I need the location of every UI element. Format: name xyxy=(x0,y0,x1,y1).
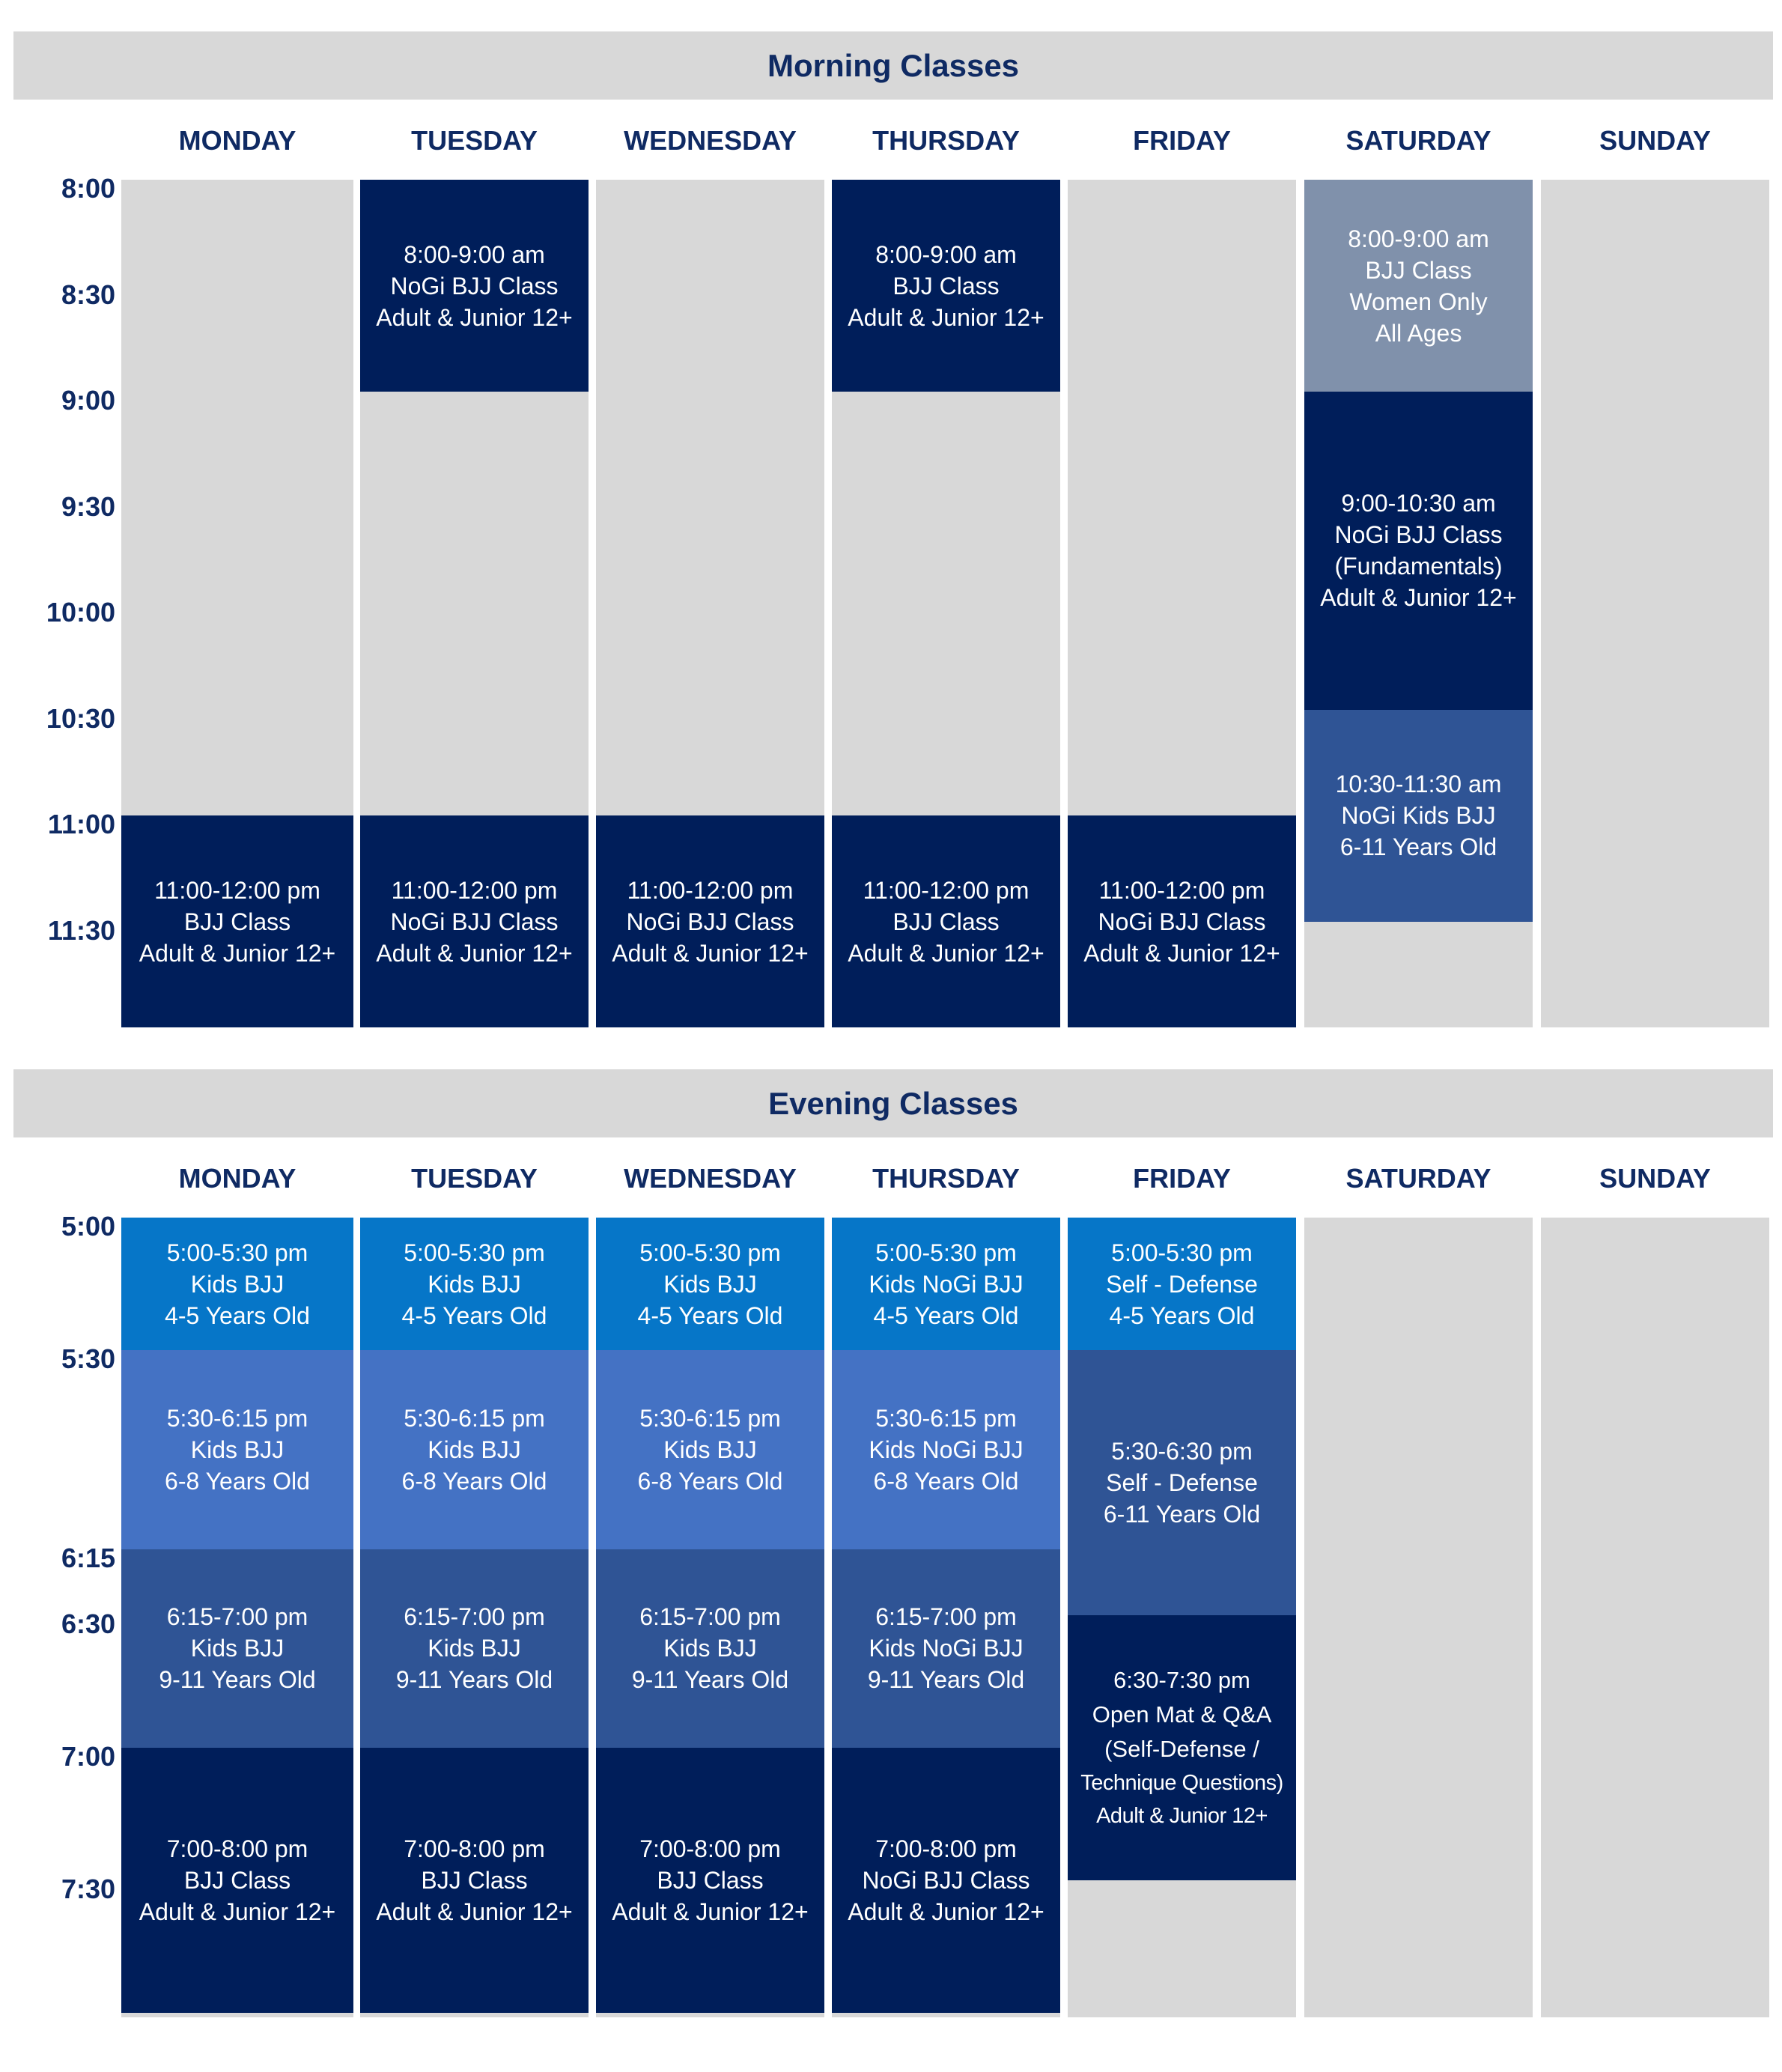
time-label: 9:30 xyxy=(61,490,115,522)
class-details xyxy=(638,1403,783,1497)
class-time: 7:00-8:00 pm xyxy=(166,1835,308,1862)
class-detail-line: BJJ Class xyxy=(183,1867,291,1894)
class-detail-line: Adult & Junior 12+ xyxy=(139,1898,336,1925)
class-time: 6:15-7:00 pm xyxy=(404,1603,545,1631)
day-header-wednesday: WEDNESDAY xyxy=(624,1163,797,1194)
time-label: 7:30 xyxy=(61,1874,115,1904)
class-detail-line: NoGi BJJ Class xyxy=(1334,521,1503,549)
class-details xyxy=(165,1403,310,1497)
class-detail-line: Kids BJJ xyxy=(428,1270,521,1298)
time-label: 5:00 xyxy=(61,1211,115,1242)
class-block xyxy=(1068,1350,1296,1615)
section-title-evening: Evening Classes xyxy=(13,1069,1773,1137)
class-detail-line: NoGi BJJ Class xyxy=(390,908,559,935)
class-time: 7:00-8:00 pm xyxy=(875,1835,1017,1862)
day-column-sunday xyxy=(1541,180,1769,1027)
class-time: 5:30-6:15 pm xyxy=(404,1404,545,1432)
class-detail-line: Self - Defense xyxy=(1106,1469,1258,1496)
class-time: 5:30-6:30 pm xyxy=(1111,1438,1253,1465)
class-time: 10:30-11:30 am xyxy=(1335,771,1502,797)
class-detail-line: Self - Defense xyxy=(1106,1270,1258,1298)
class-time: 6:30-7:30 pm xyxy=(1113,1667,1250,1693)
class-block xyxy=(1304,392,1533,710)
class-detail-line: Kids NoGi BJJ xyxy=(869,1635,1024,1662)
class-detail-line: 4-5 Years Old xyxy=(401,1301,547,1329)
day-column-saturday xyxy=(1304,1218,1533,2017)
day-header-friday: FRIDAY xyxy=(1133,125,1231,156)
class-detail-line: Adult & Junior 12+ xyxy=(1083,939,1280,967)
class-time: 5:00-5:30 pm xyxy=(875,1239,1017,1266)
class-detail-line: Kids BJJ xyxy=(663,1435,757,1463)
class-block xyxy=(596,1549,824,1749)
class-block xyxy=(360,815,589,1027)
class-time: 6:15-7:00 pm xyxy=(639,1603,781,1631)
class-detail-line: Adult & Junior 12+ xyxy=(612,1898,809,1925)
class-details xyxy=(139,875,335,969)
day-header-tuesday: TUESDAY xyxy=(411,1163,538,1194)
class-detail-line: BJJ Class xyxy=(657,1867,764,1894)
time-label: 11:00 xyxy=(47,809,115,839)
class-details xyxy=(638,1237,783,1331)
class-detail-line: Kids NoGi BJJ xyxy=(869,1270,1024,1298)
class-detail-line: Kids BJJ xyxy=(190,1635,285,1662)
class-time: 9:00-10:30 am xyxy=(1341,490,1496,517)
time-label: 8:30 xyxy=(61,279,115,310)
class-detail-line: NoGi BJJ Class xyxy=(390,272,559,300)
class-time: 5:30-6:15 pm xyxy=(875,1404,1017,1432)
class-time: 5:00-5:30 pm xyxy=(639,1239,781,1266)
day-header-monday: MONDAY xyxy=(178,125,297,156)
class-detail-line: Technique Questions) xyxy=(1080,1771,1283,1795)
class-detail-line: Adult & Junior 12+ xyxy=(376,303,573,331)
class-detail-line: Adult & Junior 12+ xyxy=(376,939,573,967)
class-details xyxy=(159,1601,315,1695)
class-details xyxy=(402,1403,547,1497)
class-time: 5:00-5:30 pm xyxy=(166,1239,308,1266)
class-detail-line: Adult & Junior 12+ xyxy=(139,939,336,967)
class-detail-line: 6-8 Years Old xyxy=(873,1467,1019,1495)
day-header-wednesday: WEDNESDAY xyxy=(624,125,797,156)
time-label: 7:00 xyxy=(61,1741,115,1772)
class-block xyxy=(360,1350,589,1549)
class-detail-line: 9-11 Years Old xyxy=(631,1666,789,1694)
class-detail-line: 4-5 Years Old xyxy=(873,1301,1019,1329)
day-column-sunday xyxy=(1541,1218,1769,2017)
class-details xyxy=(396,1601,553,1695)
day-header-tuesday: TUESDAY xyxy=(411,125,538,156)
class-details xyxy=(869,1403,1023,1497)
class-block xyxy=(121,1350,353,1549)
class-time: 7:00-8:00 pm xyxy=(404,1835,545,1862)
class-details xyxy=(848,875,1044,969)
day-header-saturday: SATURDAY xyxy=(1345,1163,1491,1194)
day-header-monday: MONDAY xyxy=(178,1163,297,1194)
class-block xyxy=(832,1350,1060,1549)
day-header-sunday: SUNDAY xyxy=(1599,125,1711,156)
class-detail-line: Kids NoGi BJJ xyxy=(869,1435,1024,1463)
class-detail-line: Adult & Junior 12+ xyxy=(1320,584,1517,612)
day-header-saturday: SATURDAY xyxy=(1345,125,1491,156)
time-label: 6:15 xyxy=(61,1542,115,1573)
class-detail-line: NoGi Kids BJJ xyxy=(1341,802,1496,829)
class-details xyxy=(868,1601,1024,1695)
class-detail-line: 6-8 Years Old xyxy=(165,1467,310,1495)
class-detail-line: 6-11 Years Old xyxy=(1103,1501,1261,1528)
time-label: 11:30 xyxy=(47,914,115,946)
class-block xyxy=(1068,1615,1296,1880)
day-header-thursday: THURSDAY xyxy=(872,125,1020,156)
class-detail-line: BJJ Class xyxy=(892,272,1000,300)
class-block xyxy=(832,1549,1060,1749)
class-block xyxy=(360,1218,589,1350)
class-time: 11:00-12:00 pm xyxy=(154,876,320,904)
class-detail-line: Kids BJJ xyxy=(663,1635,757,1662)
class-detail-line: 9-11 Years Old xyxy=(159,1666,316,1694)
class-block xyxy=(360,1549,589,1749)
class-time: 11:00-12:00 pm xyxy=(1098,876,1265,904)
class-detail-line: 6-8 Years Old xyxy=(637,1467,783,1495)
class-details xyxy=(1320,487,1516,613)
class-detail-line: NoGi BJJ Class xyxy=(1098,908,1266,935)
class-details xyxy=(848,239,1044,333)
class-block xyxy=(360,180,589,392)
class-detail-line: Adult & Junior 12+ xyxy=(848,303,1044,331)
class-block xyxy=(596,1350,824,1549)
class-block xyxy=(1304,180,1533,392)
class-block xyxy=(832,1218,1060,1350)
class-block xyxy=(1068,1218,1296,1350)
class-details xyxy=(402,1237,547,1331)
class-block xyxy=(832,1748,1060,2013)
class-detail-line: Adult & Junior 12+ xyxy=(848,939,1044,967)
class-time: 11:00-12:00 pm xyxy=(391,876,558,904)
class-details xyxy=(139,1833,335,1927)
class-detail-line: BJJ Class xyxy=(892,908,1000,935)
class-time: 11:00-12:00 pm xyxy=(627,876,794,904)
class-detail-line: Kids BJJ xyxy=(663,1270,757,1298)
class-details xyxy=(632,1601,788,1695)
class-time: 8:00-9:00 am xyxy=(404,240,545,268)
class-detail-line: 4-5 Years Old xyxy=(637,1301,783,1329)
class-detail-line: (Fundamentals) xyxy=(1334,553,1503,580)
class-detail-line: (Self-Defense / xyxy=(1104,1736,1259,1762)
class-details xyxy=(612,875,808,969)
time-label: 5:30 xyxy=(61,1343,115,1374)
class-detail-line: BJJ Class xyxy=(183,908,291,935)
class-details xyxy=(1336,768,1502,863)
class-detail-line: Kids BJJ xyxy=(428,1635,521,1662)
class-detail-line: 4-5 Years Old xyxy=(165,1301,310,1329)
class-detail-line: 6-8 Years Old xyxy=(401,1467,547,1495)
class-time: 6:15-7:00 pm xyxy=(166,1603,308,1631)
class-block xyxy=(832,180,1060,392)
day-header-friday: FRIDAY xyxy=(1133,1163,1231,1194)
class-detail-line: Kids BJJ xyxy=(190,1270,285,1298)
time-label: 8:00 xyxy=(61,173,115,204)
class-block xyxy=(121,1549,353,1749)
class-time: 5:00-5:30 pm xyxy=(404,1239,545,1266)
class-block xyxy=(1068,815,1296,1027)
class-details xyxy=(376,239,572,333)
class-block xyxy=(832,815,1060,1027)
class-details xyxy=(1106,1237,1258,1331)
class-details xyxy=(376,1833,572,1927)
class-time: 5:30-6:15 pm xyxy=(639,1404,781,1432)
class-detail-line: Kids BJJ xyxy=(428,1435,521,1463)
class-detail-line: Adult & Junior 12+ xyxy=(376,1898,573,1925)
class-details xyxy=(1348,223,1489,349)
class-block xyxy=(121,1748,353,2013)
class-detail-line: Open Mat & Q&A xyxy=(1092,1701,1272,1728)
class-detail-line: BJJ Class xyxy=(1365,256,1472,284)
time-label: 10:30 xyxy=(46,702,115,734)
section-title-morning: Morning Classes xyxy=(13,31,1773,100)
class-details xyxy=(1104,1435,1260,1530)
class-time: 7:00-8:00 pm xyxy=(639,1835,781,1862)
class-detail-line: 6-11 Years Old xyxy=(1339,833,1497,860)
class-details xyxy=(869,1237,1023,1331)
class-time: 5:30-6:15 pm xyxy=(166,1404,308,1432)
class-detail-line: NoGi BJJ Class xyxy=(862,1867,1030,1894)
class-detail-line: BJJ Class xyxy=(421,1867,528,1894)
class-block xyxy=(121,1218,353,1350)
class-detail-line: All Ages xyxy=(1375,319,1462,347)
class-details xyxy=(376,875,572,969)
time-label: 10:00 xyxy=(46,597,115,628)
class-block xyxy=(121,815,353,1027)
class-time: 6:15-7:00 pm xyxy=(875,1603,1017,1631)
class-details xyxy=(165,1237,310,1331)
class-details xyxy=(848,1833,1044,1927)
class-time: 8:00-9:00 am xyxy=(1348,225,1489,252)
class-detail-line: 9-11 Years Old xyxy=(395,1666,553,1694)
class-detail-line: Adult & Junior 12+ xyxy=(1096,1804,1268,1828)
class-details xyxy=(1080,1663,1283,1832)
time-label: 6:30 xyxy=(61,1608,115,1639)
day-header-thursday: THURSDAY xyxy=(872,1163,1020,1194)
class-time: 8:00-9:00 am xyxy=(875,240,1017,268)
class-detail-line: 9-11 Years Old xyxy=(867,1666,1025,1694)
class-details xyxy=(612,1833,808,1927)
class-detail-line: Adult & Junior 12+ xyxy=(848,1898,1044,1925)
class-block xyxy=(596,1748,824,2013)
class-time: 11:00-12:00 pm xyxy=(863,876,1030,904)
day-header-sunday: SUNDAY xyxy=(1599,1163,1711,1194)
class-details xyxy=(1083,875,1280,969)
class-detail-line: NoGi BJJ Class xyxy=(626,908,794,935)
time-label: 9:00 xyxy=(61,385,115,416)
class-block xyxy=(360,1748,589,2013)
class-detail-line: 4-5 Years Old xyxy=(1109,1301,1255,1329)
class-detail-line: Adult & Junior 12+ xyxy=(612,939,809,967)
class-block xyxy=(1304,710,1533,922)
class-detail-line: Kids BJJ xyxy=(190,1435,285,1463)
class-time: 5:00-5:30 pm xyxy=(1111,1239,1253,1266)
class-block xyxy=(596,815,824,1027)
class-block xyxy=(596,1218,824,1350)
class-detail-line: Women Only xyxy=(1349,288,1488,315)
